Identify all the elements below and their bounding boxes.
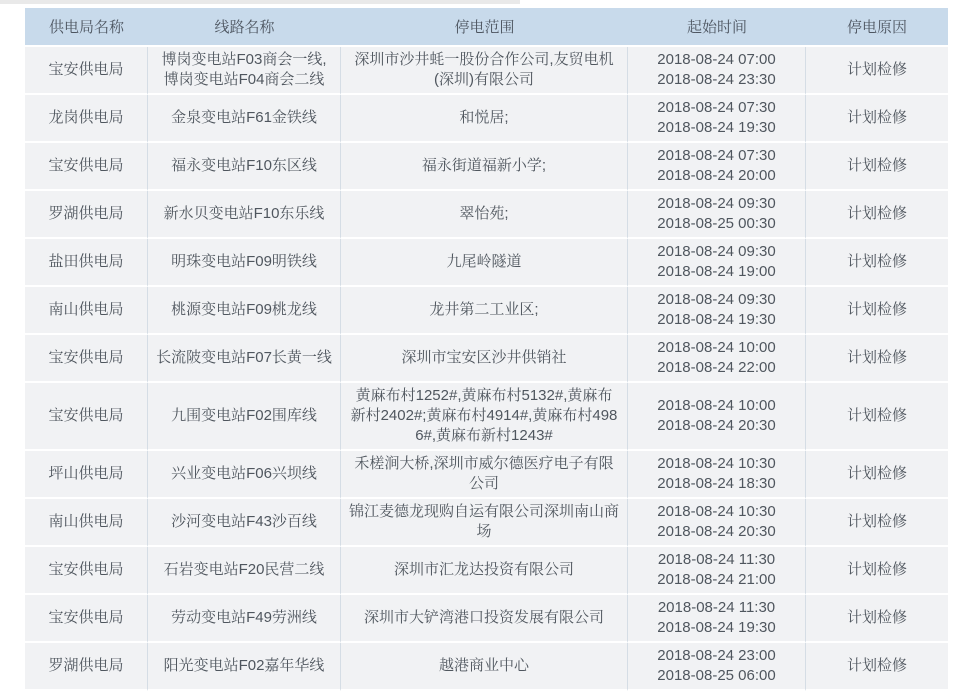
- start-time: 2018-08-24 23:00: [657, 647, 776, 664]
- time-cell: [628, 499, 806, 547]
- cropped-content-sliver: [0, 0, 520, 4]
- time-cell: [628, 547, 806, 595]
- start-time: 2018-08-24 07:00: [657, 51, 776, 68]
- end-time: 2018-08-24 21:00: [657, 571, 776, 588]
- end-time: 2018-08-24 19:30: [657, 619, 776, 636]
- table-row: [25, 643, 948, 691]
- outage-table-body: [25, 47, 948, 691]
- bureau-cell: 宝安供电局: [25, 143, 148, 191]
- time-cell: [628, 595, 806, 643]
- bureau-cell: 盐田供电局: [25, 239, 148, 287]
- line-cell: 沙河变电站F43沙百线: [148, 499, 341, 547]
- scope-cell: 越港商业中心: [341, 643, 628, 691]
- time-cell: [628, 643, 806, 691]
- reason-cell: 计划检修: [806, 499, 948, 547]
- scope-cell: 和悦居;: [341, 95, 628, 143]
- reason-cell: 计划检修: [806, 287, 948, 335]
- reason-cell: 计划检修: [806, 191, 948, 239]
- start-time: 2018-08-24 10:00: [657, 339, 776, 356]
- line-cell: 石岩变电站F20民营二线: [148, 547, 341, 595]
- line-cell: 阳光变电站F02嘉年华线: [148, 643, 341, 691]
- time-cell: [628, 95, 806, 143]
- line-cell: 金泉变电站F61金铁线: [148, 95, 341, 143]
- line-cell: 新水贝变电站F10东乐线: [148, 191, 341, 239]
- start-time: 2018-08-24 10:00: [657, 397, 776, 414]
- reason-cell: 计划检修: [806, 47, 948, 95]
- reason-cell: 计划检修: [806, 595, 948, 643]
- column-header-reason: 停电原因: [806, 8, 948, 47]
- end-time: 2018-08-24 20:30: [657, 417, 776, 434]
- table-row: [25, 47, 948, 95]
- table-row: [25, 499, 948, 547]
- scope-cell: 翠怡苑;: [341, 191, 628, 239]
- scope-cell: 深圳市大铲湾港口投资发展有限公司: [341, 595, 628, 643]
- time-cell: [628, 451, 806, 499]
- end-time: 2018-08-25 00:30: [657, 215, 776, 232]
- line-cell: 兴业变电站F06兴坝线: [148, 451, 341, 499]
- line-cell: 明珠变电站F09明铁线: [148, 239, 341, 287]
- line-cell: 博岗变电站F03商会一线,博岗变电站F04商会二线: [148, 47, 341, 95]
- time-cell: [628, 287, 806, 335]
- start-time: 2018-08-24 09:30: [657, 243, 776, 260]
- start-time: 2018-08-24 10:30: [657, 503, 776, 520]
- start-time: 2018-08-24 10:30: [657, 455, 776, 472]
- table-row: [25, 335, 948, 383]
- start-time: 2018-08-24 09:30: [657, 291, 776, 308]
- table-row: [25, 95, 948, 143]
- column-header-start-time: 起始时间: [628, 8, 806, 47]
- start-time: 2018-08-24 09:30: [657, 195, 776, 212]
- reason-cell: 计划检修: [806, 335, 948, 383]
- table-row: [25, 287, 948, 335]
- reason-cell: 计划检修: [806, 239, 948, 287]
- scope-cell: 禾槎涧大桥,深圳市威尔德医疗电子有限公司: [341, 451, 628, 499]
- table-row: [25, 239, 948, 287]
- end-time: 2018-08-25 06:00: [657, 667, 776, 684]
- bureau-cell: 宝安供电局: [25, 47, 148, 95]
- reason-cell: 计划检修: [806, 547, 948, 595]
- time-cell: [628, 47, 806, 95]
- start-time: 2018-08-24 07:30: [657, 99, 776, 116]
- end-time: 2018-08-24 20:00: [657, 167, 776, 184]
- time-cell: [628, 335, 806, 383]
- line-cell: 桃源变电站F09桃龙线: [148, 287, 341, 335]
- scope-cell: 深圳市汇龙达投资有限公司: [341, 547, 628, 595]
- end-time: 2018-08-24 19:30: [657, 119, 776, 136]
- scope-cell: 锦江麦德龙现购自运有限公司深圳南山商场: [341, 499, 628, 547]
- bureau-cell: 宝安供电局: [25, 595, 148, 643]
- scope-cell: 深圳市沙井蚝一股份合作公司,友贸电机(深圳)有限公司: [341, 47, 628, 95]
- scope-cell: 福永街道福新小学;: [341, 143, 628, 191]
- column-header-bureau: 供电局名称: [25, 8, 148, 47]
- bureau-cell: 罗湖供电局: [25, 643, 148, 691]
- table-row: [25, 595, 948, 643]
- table-row: [25, 383, 948, 451]
- bureau-cell: 坪山供电局: [25, 451, 148, 499]
- start-time: 2018-08-24 11:30: [657, 551, 776, 568]
- line-cell: 劳动变电站F49劳洲线: [148, 595, 341, 643]
- end-time: 2018-08-24 19:30: [657, 311, 776, 328]
- table-row: [25, 451, 948, 499]
- reason-cell: 计划检修: [806, 383, 948, 451]
- scope-cell: 九尾岭隧道: [341, 239, 628, 287]
- table-row: [25, 547, 948, 595]
- bureau-cell: 南山供电局: [25, 499, 148, 547]
- scope-cell: 龙井第二工业区;: [341, 287, 628, 335]
- table-row: [25, 143, 948, 191]
- scope-cell: 深圳市宝安区沙井供销社: [341, 335, 628, 383]
- end-time: 2018-08-24 20:30: [657, 523, 776, 540]
- line-cell: 长流陂变电站F07长黄一线: [148, 335, 341, 383]
- bureau-cell: 宝安供电局: [25, 547, 148, 595]
- time-cell: [628, 191, 806, 239]
- reason-cell: 计划检修: [806, 95, 948, 143]
- bureau-cell: 龙岗供电局: [25, 95, 148, 143]
- power-outage-table-container: [25, 8, 948, 691]
- end-time: 2018-08-24 22:00: [657, 359, 776, 376]
- scope-cell: 黄麻布村1252#,黄麻布村5132#,黄麻布新村2402#;黄麻布村4914#,黄麻布村4986#,黄麻布新村1243#: [341, 383, 628, 451]
- time-cell: [628, 383, 806, 451]
- end-time: 2018-08-24 19:00: [657, 263, 776, 280]
- bureau-cell: 宝安供电局: [25, 383, 148, 451]
- column-header-line: 线路名称: [148, 8, 341, 47]
- bureau-cell: 宝安供电局: [25, 335, 148, 383]
- reason-cell: 计划检修: [806, 451, 948, 499]
- reason-cell: 计划检修: [806, 143, 948, 191]
- header-row: [25, 8, 948, 47]
- bureau-cell: 罗湖供电局: [25, 191, 148, 239]
- end-time: 2018-08-24 23:30: [657, 71, 776, 88]
- start-time: 2018-08-24 11:30: [657, 599, 776, 616]
- power-outage-table: [25, 8, 948, 691]
- reason-cell: 计划检修: [806, 643, 948, 691]
- time-cell: [628, 143, 806, 191]
- line-cell: 福永变电站F10东区线: [148, 143, 341, 191]
- start-time: 2018-08-24 07:30: [657, 147, 776, 164]
- bureau-cell: 南山供电局: [25, 287, 148, 335]
- time-cell: [628, 239, 806, 287]
- end-time: 2018-08-24 18:30: [657, 475, 776, 492]
- table-header: [25, 8, 948, 47]
- column-header-scope: 停电范围: [341, 8, 628, 47]
- line-cell: 九围变电站F02围库线: [148, 383, 341, 451]
- table-row: [25, 191, 948, 239]
